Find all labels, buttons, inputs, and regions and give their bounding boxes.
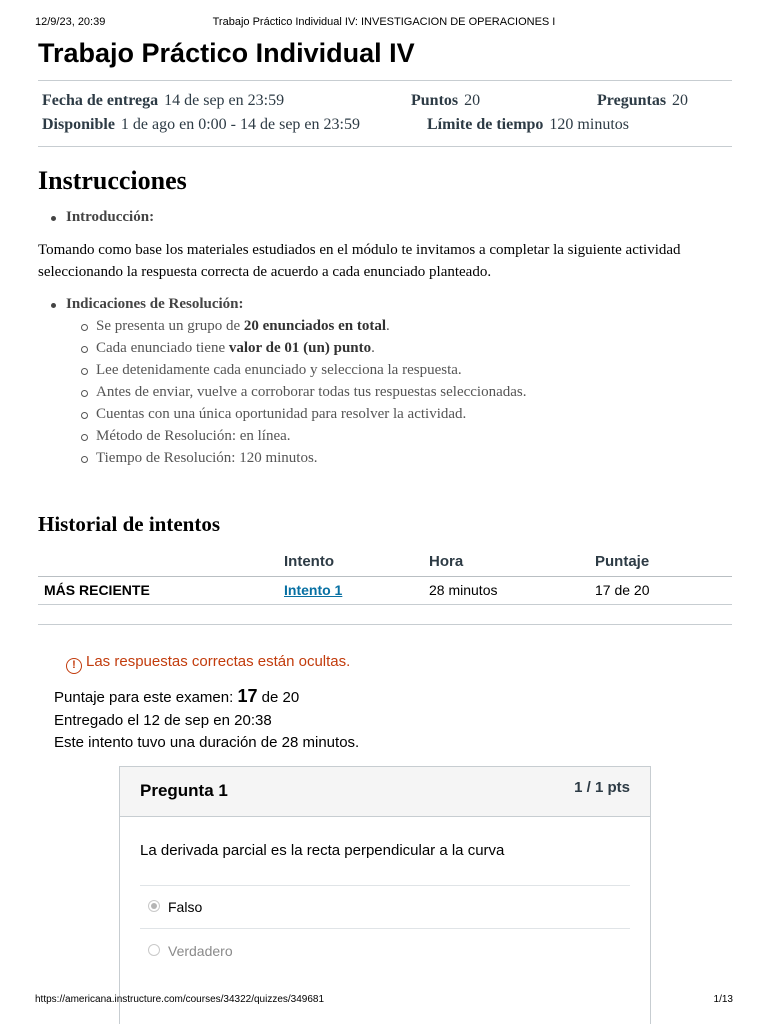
points-value: 20 (464, 92, 481, 109)
divider (38, 146, 732, 147)
resolution-item: Lee detenidamente cada enunciado y selecciona la respuesta. (96, 362, 462, 378)
intro-bullet: Introducción: (66, 209, 155, 225)
time-limit-meta (427, 116, 629, 134)
radio-selected-icon[interactable] (148, 900, 160, 912)
instructions-heading: Instrucciones (38, 166, 187, 195)
question-header (120, 767, 650, 817)
question-text: La derivada parcial es la recta perpendicular a la curva (140, 842, 505, 859)
radio-icon[interactable] (148, 944, 160, 956)
time-limit-value: 120 minutos (549, 116, 629, 133)
resolution-item: Método de Resolución: en línea. (96, 428, 291, 444)
table-row-divider (38, 604, 732, 605)
points-label: Puntos (411, 92, 459, 109)
due-value: 14 de sep en 23:59 (164, 92, 285, 109)
due-label: Fecha de entrega (42, 92, 159, 109)
due-date (42, 92, 284, 110)
resolution-item: Tiempo de Resolución: 120 minutos. (96, 450, 318, 466)
divider (38, 624, 732, 625)
print-datetime: 12/9/23, 20:39 (35, 16, 106, 28)
answer-divider (140, 928, 630, 929)
available-label: Disponible (42, 116, 115, 133)
answers-hidden-notice (66, 653, 350, 674)
print-footer (35, 994, 733, 1008)
resolution-item: Se presenta un grupo de 20 enunciados en total. (96, 318, 390, 334)
row-label: MÁS RECIENTE (44, 582, 150, 598)
duration-line: Este intento tuvo una duración de 28 minutos. (54, 734, 360, 751)
score-line (54, 686, 299, 707)
col-score-header: Puntaje (595, 553, 650, 570)
question-title: Pregunta 1 (140, 781, 228, 800)
answer-divider (140, 885, 630, 886)
row-time: 28 minutos (429, 582, 498, 598)
print-header (35, 16, 733, 30)
answer-label: Verdadero (168, 943, 233, 959)
intro-paragraph: Tomando como base los materiales estudiados en el módulo te invitamos a completar la siguiente actividad seleccionando la respuesta correcta de acuerdo a cada enunciado planteado. (38, 242, 681, 280)
score-label: Puntaje para este examen: (54, 689, 238, 706)
table-header-divider (38, 576, 732, 577)
score-value: 17 (237, 686, 258, 706)
divider (38, 80, 732, 81)
answers-hidden-text: Las respuestas correctas están ocultas. (86, 653, 351, 670)
questions-label: Preguntas (597, 92, 667, 109)
page-title: Trabajo Práctico Individual IV (38, 38, 415, 68)
resolution-bullet: Indicaciones de Resolución: (66, 296, 244, 312)
resolution-item: Cada enunciado tiene valor de 01 (un) punto. (96, 340, 375, 356)
answer-option-verdadero[interactable] (168, 943, 233, 959)
questions-meta (597, 92, 688, 110)
col-attempt-header: Intento (284, 553, 334, 570)
question-card (119, 766, 651, 1024)
page-number: 1/13 (713, 994, 733, 1005)
questions-value: 20 (672, 92, 689, 109)
print-doc-title: Trabajo Práctico Individual IV: INVESTIGACION DE OPERACIONES I (212, 16, 556, 28)
resolution-item: Antes de enviar, vuelve a corroborar todas tus respuestas seleccionadas. (96, 384, 527, 400)
warning-icon: ! (66, 658, 82, 674)
points-meta (411, 92, 480, 110)
print-url: https://americana.instructure.com/courses/34322/quizzes/349681 (35, 994, 325, 1005)
row-score: 17 de 20 (595, 582, 650, 598)
submitted-line: Entregado el 12 de sep en 20:38 (54, 712, 272, 729)
available-meta (42, 116, 360, 134)
resolution-item: Cuentas con una única oportunidad para resolver la actividad. (96, 406, 467, 422)
answer-option-falso[interactable] (168, 899, 202, 915)
col-time-header: Hora (429, 553, 464, 570)
history-heading: Historial de intentos (38, 512, 220, 536)
question-points: 1 / 1 pts (574, 779, 630, 796)
score-suffix: de 20 (257, 689, 300, 706)
attempt-1-link[interactable]: Intento 1 (284, 582, 343, 598)
time-limit-label: Límite de tiempo (427, 116, 544, 133)
answer-label: Falso (168, 899, 203, 915)
available-value: 1 de ago en 0:00 - 14 de sep en 23:59 (120, 116, 360, 133)
